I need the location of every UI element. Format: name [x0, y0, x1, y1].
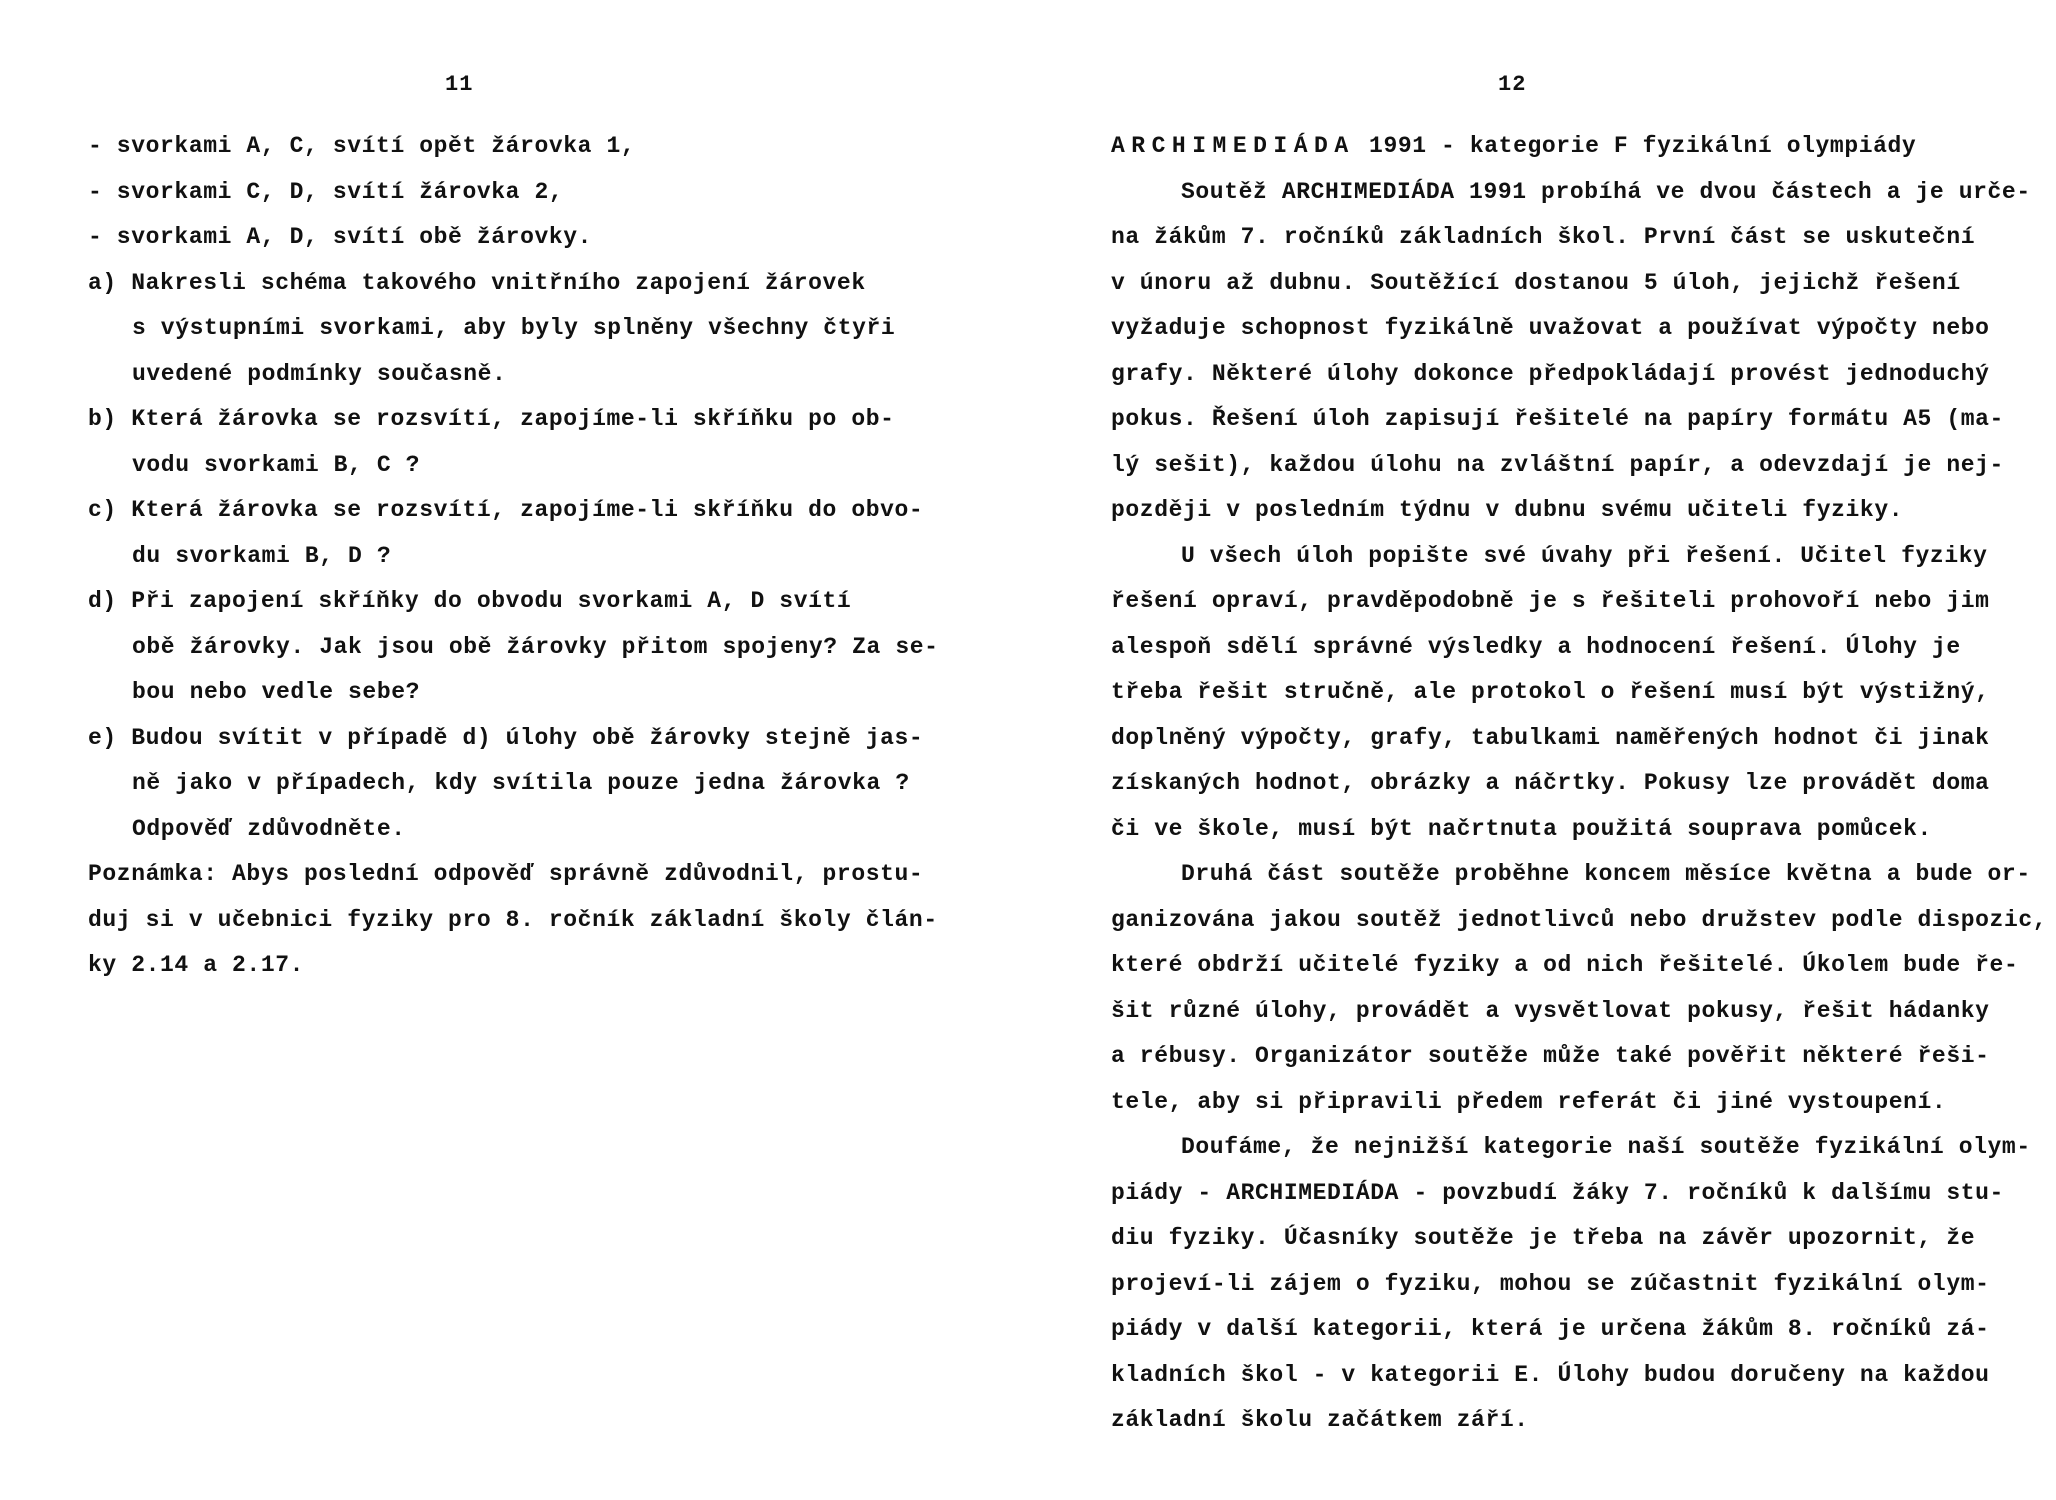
right-text-line: získaných hodnot, obrázky a náčrtky. Pokusy lze provádět doma	[1111, 770, 1990, 796]
right-text-line: později v posledním týdnu v dubnu svému učiteli fyziky.	[1111, 497, 1904, 523]
right-page-body	[1111, 124, 2047, 1444]
section-heading	[1111, 124, 2047, 170]
right-text-line: grafy. Některé úlohy dokonce předpokládají provést jednoduchý	[1111, 360, 1990, 387]
heading-title: ARCHIMEDIÁDA	[1111, 133, 1355, 159]
left-text-line: - svorkami C, D, svítí žárovka 2,	[88, 178, 564, 205]
right-text-line: diu fyziky. Účasníky soutěže je třeba na závěr upozornit, že	[1111, 1225, 1976, 1251]
left-text-line: ně jako v případech, kdy svítila pouze jedna žárovka ?	[132, 770, 910, 796]
left-text-line: - svorkami A, D, svítí obě žárovky.	[88, 224, 593, 250]
right-text-line: Druhá část soutěže proběhne koncem měsíce května a bude or-	[1181, 861, 2031, 887]
right-text-line: Soutěž ARCHIMEDIÁDA 1991 probíhá ve dvou částech a je urče-	[1181, 178, 2031, 205]
left-text-line: du svorkami B, D ?	[132, 542, 392, 569]
left-text-line: b) Která žárovka se rozsvítí, zapojíme-li skříňku po ob-	[88, 406, 895, 432]
left-text-line: vodu svorkami B, C ?	[132, 451, 421, 478]
right-text-line: na žákům 7. ročníků základních škol. První část se uskuteční	[1111, 224, 1976, 250]
right-text-line: piády v další kategorii, která je určena žákům 8. ročníků zá-	[1111, 1316, 1990, 1342]
right-text-line: U všech úloh popište své úvahy při řešení. Učitel fyziky	[1181, 542, 1988, 569]
right-text-line: kladních škol - v kategorii E. Úlohy budou doručeny na každou	[1111, 1361, 1990, 1388]
page-number-left: 11	[445, 72, 474, 97]
left-text-line: d) Při zapojení skříňky do obvodu svorkami A, D svítí	[88, 588, 852, 614]
left-text-line: c) Která žárovka se rozsvítí, zapojíme-li skříňku do obvo-	[88, 497, 924, 523]
left-text-line: Poznámka: Abys poslední odpověď správně zdůvodnil, prostu-	[88, 861, 924, 887]
left-text-line: a) Nakresli schéma takového vnitřního zapojení žárovek	[88, 269, 866, 296]
right-text-line: a rébusy. Organizátor soutěže může také pověřit některé řeši-	[1111, 1043, 1990, 1069]
left-text-line: - svorkami A, C, svítí opět žárovka 1,	[88, 133, 636, 159]
right-text-line: lý sešit), každou úlohu na zvláštní papír, a odevzdají je nej-	[1111, 451, 2004, 478]
right-text-line: projeví-li zájem o fyziku, mohou se zúčastnit fyzikální olym-	[1111, 1270, 1990, 1297]
right-text-line: či ve škole, musí být načrtnuta použitá souprava pomůcek.	[1111, 815, 1932, 842]
left-text-line: obě žárovky. Jak jsou obě žárovky přitom spojeny? Za se-	[132, 633, 939, 660]
right-text-line: tele, aby si připravili předem referát či jiné vystoupení.	[1111, 1088, 1947, 1115]
right-text-line: základní školu začátkem září.	[1111, 1407, 1529, 1433]
left-text-line: e) Budou svítit v případě d) úlohy obě žárovky stejně jas-	[88, 724, 924, 751]
right-text-line: které obdrží učitelé fyziky a od nich řešitelé. Úkolem bude ře-	[1111, 952, 2019, 978]
page-number-right: 12	[1498, 72, 1527, 97]
heading-subtitle: 1991 - kategorie F fyzikální olympiády	[1354, 133, 1917, 159]
right-text-line: šit různé úlohy, provádět a vysvětlovat pokusy, řešit hádanky	[1111, 997, 1990, 1024]
right-text-line: doplněný výpočty, grafy, tabulkami naměřených hodnot či jinak	[1111, 724, 1990, 751]
right-text-line: řešení opraví, pravděpodobně je s řešiteli prohovoří nebo jim	[1111, 588, 1990, 614]
right-text-line: vyžaduje schopnost fyzikálně uvažovat a používat výpočty nebo	[1111, 315, 1990, 341]
left-page	[0, 0, 1010, 1500]
right-text-line: v únoru až dubnu. Soutěžící dostanou 5 úloh, jejichž řešení	[1111, 269, 1961, 296]
left-text-line: bou nebo vedle sebe?	[132, 679, 421, 705]
left-text-line: duj si v učebnici fyziky pro 8. ročník základní školy člán-	[88, 906, 938, 933]
right-text-line: Doufáme, že nejnižší kategorie naší soutěže fyzikální olym-	[1181, 1134, 2031, 1160]
right-text-line: třeba řešit stručně, ale protokol o řešení musí být výstižný,	[1111, 679, 1990, 705]
left-text-line: Odpověď zdůvodněte.	[132, 815, 406, 842]
right-text-line: piády - ARCHIMEDIÁDA - povzbudí žáky 7. ročníků k dalšímu stu-	[1111, 1179, 2004, 1206]
right-text-line: pokus. Řešení úloh zapisují řešitelé na papíry formátu A5 (ma-	[1111, 406, 2004, 432]
left-text-line: uvedené podmínky současně.	[132, 360, 507, 387]
right-page	[1028, 0, 2056, 1500]
left-text-line: ky 2.14 a 2.17.	[88, 952, 305, 978]
left-text-line: s výstupními svorkami, aby byly splněny všechny čtyři	[132, 315, 896, 341]
right-text-line: alespoň sdělí správné výsledky a hodnocení řešení. Úlohy je	[1111, 633, 1961, 660]
right-text-line: ganizována jakou soutěž jednotlivců nebo družstev podle dispozic,	[1111, 906, 2048, 933]
left-page-body	[88, 124, 939, 989]
